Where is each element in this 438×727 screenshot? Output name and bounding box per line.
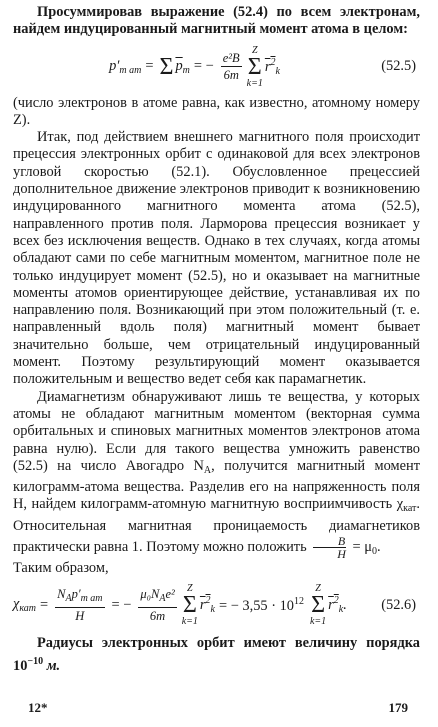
equation-52-6: [13, 578, 420, 632]
equation-52-5-body: [13, 41, 376, 93]
page-footer: [28, 700, 408, 716]
eq1-r-mean: $r^2_k$: [264, 56, 280, 77]
paragraph-thus: Таким образом,: [13, 560, 109, 577]
eq1-fraction: $\frac{\text{e²B}}{6m}$: [222, 51, 240, 83]
b-over-h-fraction: $\frac{B}{H}$: [312, 535, 347, 560]
equation-52-6-body: [13, 578, 364, 632]
eq1-term: $\overline{p}_m$: [175, 57, 190, 76]
equation-52-5: [13, 41, 420, 93]
paragraph-larmor: Итак, под действием внешнего магнитного поля происходит прецессия электронных орбит с одинаковой для всех электронов угловой скоростью (52.1). Обусловленное прецессией дополнительное движение электронов приводит к возникновению индуцированного магнитного момента атома (52.5), направленного против поля. Ларморова прецессия возникает у всех без исключения веществ. Однако в тех случаях, когда атомы обладают сами по себе магнитным моментом, магнитное поле не только индуцирует момент (52.5), но и оказывает на магнитные моменты атомов ориентирующее действие, устанавливая их по направлению поля. Возникающий при этом положительный (т. е. направленный вдоль поля) магнитный момент бывает значительно больше, чем отрицательный индуцированный момент. Поэтому результирующий момент оказывается положительным и вещество ведет себя как парамагнетик.: [13, 129, 420, 388]
eq2-r-mean-2: $r^2_k$.: [328, 595, 347, 616]
eq2-equals: =: [40, 596, 49, 613]
eq2-middle: = − $3,55 \cdot 10^{12}$: [218, 595, 304, 614]
paragraph-intro: [13, 4, 420, 39]
paragraph-orbit-radius: Радиусы электронных орбит имеют величину порядка $10^{-10}$ м.: [13, 635, 420, 674]
eq2-minus: = −: [111, 596, 132, 613]
paragraph-intro-text: Просуммировав выражение (52.4) по всем электронам, найдем индуцированный магнитный момент атома в целом:: [13, 4, 420, 38]
eq2-sum-1: Z Σ k=1: [181, 583, 198, 628]
equation-number-52-6: (52.6): [381, 596, 416, 613]
eq1-sum-plain: Σ: [159, 53, 174, 80]
signature-mark: 12*: [28, 700, 48, 715]
eq1-equals: =: [145, 58, 154, 75]
paragraph-electron-count: (число электронов в атоме равна, как известно, атомному номеру Z).: [13, 94, 420, 128]
eq2-sum-2: Z Σ k=1: [309, 583, 327, 628]
eq1-lhs: $p'_{m ат}$: [109, 57, 142, 76]
eq2-fraction-2: $\frac{\mu_0N_Ae^2}{6m}$: [140, 587, 175, 624]
eq2-chi: $\chi_{кат}$: [13, 596, 36, 615]
eq2-r-mean-1: $r^2_k$: [199, 595, 215, 616]
equation-number-52-5: (52.5): [381, 58, 416, 75]
eq1-minus: = −: [193, 58, 214, 75]
eq2-fraction-1: $\frac{N_Ap'_{m ат}}{H}$: [57, 587, 103, 624]
page-number: 179: [388, 700, 408, 715]
paragraph-diamagnetism: Диамагнетизм обнаруживают лишь те вещества, у которых атомы не обладают магнитным моментом (векторная сумма орбитальных и спиновых магнитных моментов электронов атома равна нулю). Если для такого вещества умножить равенство (52.5) на число Авогадро $N_A$, получится магнитный момент килограмм-атома вещества. Разделив его на напряженность поля H, найдем килограмм-атомную магнитную восприимчивость $\chi_{кат}$. Относительная магнитная проницаемость диамагнетиков практически равна 1. Поэтому можно положить $\frac{B}{H}$ = $\mu_0$.: [13, 388, 420, 562]
eq1-sum-limits: Z Σ k=1: [246, 44, 263, 89]
